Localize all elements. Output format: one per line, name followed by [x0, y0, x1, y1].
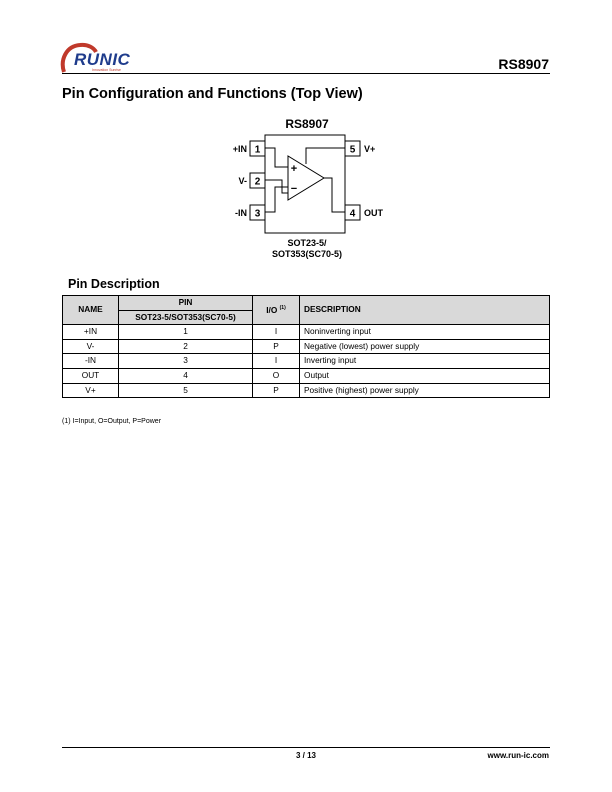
pin-label-out: OUT [364, 208, 383, 218]
io-footnote-marker: (1) [279, 305, 286, 312]
cell-io: I [253, 325, 300, 340]
header-description: DESCRIPTION [300, 296, 550, 325]
pin-label-minus-in: -IN [235, 208, 247, 218]
wire-v-plus [306, 148, 345, 164]
footer-divider [62, 747, 550, 748]
cell-name: V- [63, 339, 119, 354]
diagram-part-name: RS8907 [285, 117, 329, 131]
table-row [63, 339, 550, 354]
pin-description-table [62, 295, 550, 398]
cell-name: +IN [63, 325, 119, 340]
cell-io: P [253, 383, 300, 398]
pin-number-2: 2 [254, 176, 261, 188]
logo-text: RUNIC [74, 50, 131, 69]
wire-plus-in [265, 148, 288, 167]
cell-description: Output [300, 368, 550, 383]
cell-description: Positive (highest) power supply [300, 383, 550, 398]
logo-tagline: Innovation Sunrise [92, 68, 121, 72]
pin-description-title: Pin Description [68, 277, 160, 291]
section-title: Pin Configuration and Functions (Top View) [62, 86, 363, 102]
cell-description: Negative (lowest) power supply [300, 339, 550, 354]
wire-minus-in [265, 187, 288, 212]
cell-pin: 5 [119, 383, 253, 398]
cell-pin: 2 [119, 339, 253, 354]
opamp-minus-sign: − [290, 183, 298, 195]
cell-io: I [253, 354, 300, 369]
pin-configuration-diagram [220, 112, 400, 260]
cell-pin: 4 [119, 368, 253, 383]
header-pin-package: SOT23-5/SOT353(SC70-5) [119, 310, 253, 325]
pin-label-v-plus: V+ [364, 144, 376, 154]
pin-label-plus-in: +IN [232, 144, 247, 154]
cell-description: Noninverting input [300, 325, 550, 340]
pin-number-4: 4 [349, 208, 356, 220]
cell-io: P [253, 339, 300, 354]
pin-number-5: 5 [349, 144, 356, 156]
table-row [63, 368, 550, 383]
table-row [63, 354, 550, 369]
header-name: NAME [63, 296, 119, 325]
package-name-line2: SOT353(SC70-5) [271, 249, 343, 259]
footer-url[interactable]: www.run-ic.com [487, 751, 549, 760]
footnote: (1) I=Input, O=Output, P=Power [62, 418, 162, 425]
header-io: I/O $^{(1)}$ [253, 296, 300, 325]
cell-description: Inverting input [300, 354, 550, 369]
table-row [63, 325, 550, 340]
wire-out [324, 178, 345, 212]
cell-io: O [253, 368, 300, 383]
opamp-plus-sign: + [290, 163, 298, 175]
pin-number-3: 3 [254, 208, 261, 220]
cell-pin: 1 [119, 325, 253, 340]
header-divider [62, 73, 550, 74]
pin-number-1: 1 [254, 144, 261, 156]
cell-name: OUT [63, 368, 119, 383]
cell-pin: 3 [119, 354, 253, 369]
document-id: RS8907 [498, 56, 549, 72]
cell-name: -IN [63, 354, 119, 369]
package-name-line1: SOT23-5/ [287, 238, 327, 248]
page-number: 3 / 13 [295, 751, 316, 760]
package-body [265, 135, 345, 233]
header-pin: PIN [119, 296, 253, 311]
cell-name: V+ [63, 383, 119, 398]
pin-label-v-minus: V- [238, 176, 247, 186]
table-row [63, 383, 550, 398]
